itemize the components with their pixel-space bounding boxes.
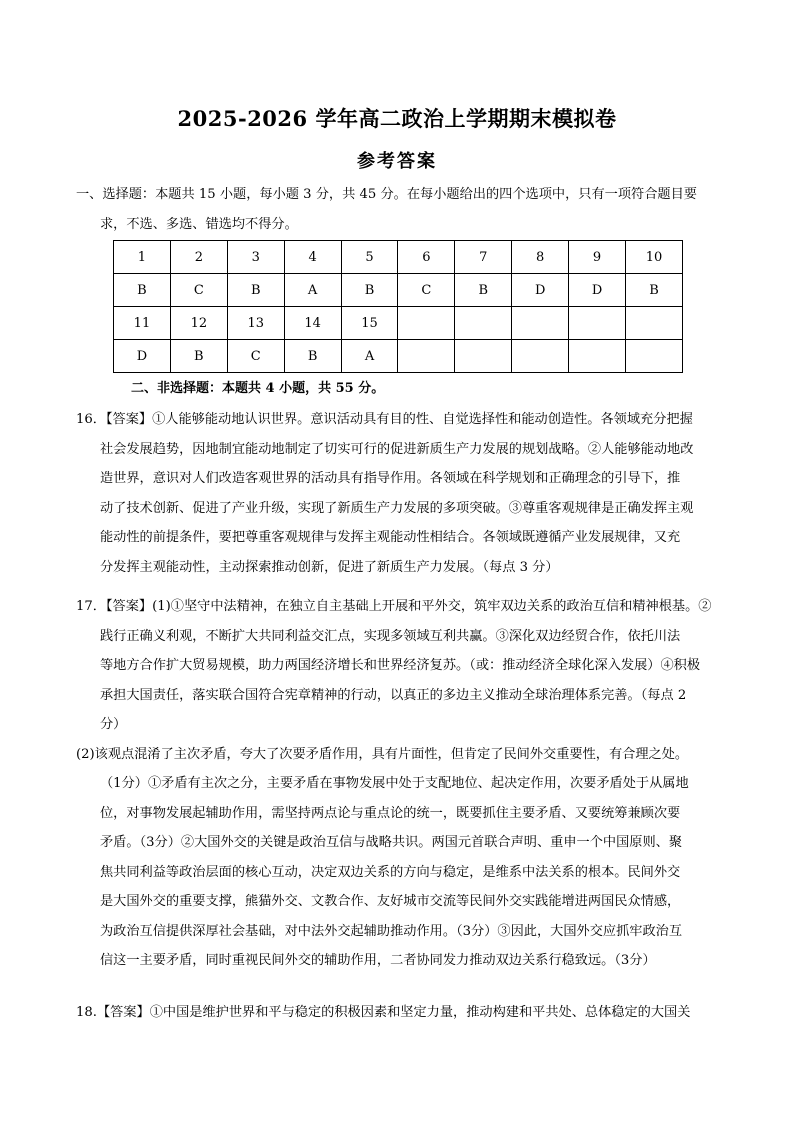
answer-line: 为政治互信提供深厚社会基础，对中法外交起辅助推动作用。（3分）③因此，大国外交应抓牢政治互 — [100, 923, 683, 939]
page-title: 2025-2026 学年高二政治上学期期末模拟卷 — [177, 106, 617, 131]
part1-instructions — [76, 180, 724, 239]
table-cell: B — [341, 274, 398, 307]
answer-line: 17．【答案】(1)①坚守中法精神，在独立自主基础上开展和平外交，筑牢双边关系的政治互信和精神根基。② — [76, 599, 712, 614]
table-cell: B — [284, 340, 341, 373]
table-cell: 11 — [114, 307, 171, 340]
table-cell: B — [170, 340, 227, 373]
table-cell: 14 — [284, 307, 341, 340]
answer-row — [114, 340, 683, 373]
table-cell: 7 — [455, 241, 512, 274]
table-cell: 10 — [626, 241, 683, 274]
table-cell: B — [455, 274, 512, 307]
table-cell: 6 — [398, 241, 455, 274]
table-cell: 9 — [569, 241, 626, 274]
answer-line: 等地方合作扩大贸易规模，助力两国经济增长和世界经济复苏。（或：推动经济全球化深入发展）④积极 — [100, 658, 701, 673]
table-cell: A — [341, 340, 398, 373]
answer-line: 能动性的前提条件，要把尊重客观规律与发挥主观能动性相结合。各领域既遵循产业发展规律，又充 — [100, 530, 681, 545]
answer-line: (2)该观点混淆了主次矛盾，夸大了次要矛盾作用，具有片面性，但肯定了民间外交重要性，有合理之处。 — [76, 746, 689, 762]
table-cell — [455, 340, 512, 373]
table-cell — [626, 307, 683, 340]
answer-table — [113, 240, 683, 373]
answer-line: 是大国外交的重要支撑，熊猫外交、文教合作、友好城市交流等民间外交实践能增进两国民众情感， — [100, 894, 681, 909]
answer-line: 承担大国责任，落实联合国符合宪章精神的行动，以真正的多边主义推动全球治理体系完善。（每点 2 — [100, 687, 687, 703]
table-cell — [398, 340, 455, 373]
table-cell — [569, 307, 626, 340]
table-cell — [626, 340, 683, 373]
table-cell: 1 — [114, 241, 171, 274]
answer-line: 动了技术创新、促进了产业升级，实现了新质生产力发展的多项突破。③尊重客观规律是正确发挥主观 — [100, 500, 694, 516]
part2-heading: 二、非选择题：本题共 4 小题，共 55 分。 — [131, 381, 385, 396]
table-cell: A — [284, 274, 341, 307]
question-number-row — [114, 307, 683, 340]
answer-line: 信这一主要矛盾，同时重视民间外交的辅助作用，二者协同发力推动双边关系行稳致远。（3分） — [100, 953, 656, 968]
answer-16 — [76, 405, 724, 582]
answer-line: 分发挥主观能动性，主动探索推动创新，促进了新质生产力发展。（每点 3 分） — [100, 559, 559, 575]
table-cell: D — [512, 274, 569, 307]
answer-line: 16．【答案】①人能够能动地认识世界。意识活动具有目的性、自觉选择性和能动创造性。各领域充分把握 — [76, 412, 693, 427]
answer-17 — [76, 592, 724, 976]
table-cell — [512, 340, 569, 373]
answer-row — [114, 274, 683, 307]
table-cell: B — [227, 274, 284, 307]
answer-line: 分） — [100, 717, 127, 732]
answer-18 — [76, 998, 724, 1028]
table-cell: D — [114, 340, 171, 373]
table-cell: B — [626, 274, 683, 307]
table-cell: C — [227, 340, 284, 373]
answer-line: 造世界，意识对人们改造客观世界的活动具有指导作用。各领域在科学规划和正确理念的引导下，推 — [100, 471, 681, 486]
answer-line: 践行正确义利观，不断扩大共同利益交汇点，实现多领域互利共赢。③深化双边经贸合作，依托川法 — [100, 628, 681, 644]
table-cell: 15 — [341, 307, 398, 340]
table-cell: 5 — [341, 241, 398, 274]
answer-line: 社会发展趋势，因地制宜能动地制定了切实可行的促进新质生产力发展的规划战略。②人能够能动地改 — [100, 441, 694, 457]
table-cell — [569, 340, 626, 373]
page-subtitle: 参考答案 — [357, 151, 437, 172]
table-cell: B — [114, 274, 171, 307]
part1-line: 求，不选、多选、错选均不得分。 — [100, 216, 298, 232]
table-cell: 2 — [170, 241, 227, 274]
table-cell — [455, 307, 512, 340]
table-cell: 13 — [227, 307, 284, 340]
table-cell: D — [569, 274, 626, 307]
table-cell: 3 — [227, 241, 284, 274]
table-cell: 4 — [284, 241, 341, 274]
answer-line: 焦共同利益等政治层面的核心互动，决定双边关系的方向与稳定，是维系中法关系的根本。民间外交 — [100, 864, 681, 880]
answer-line: 矛盾。（3分）②大国外交的关键是政治互信与战略共识。两国元首联合声明、重申一个中国原则、聚 — [100, 835, 683, 850]
answer-line: 位，对事物发展起辅助作用，需坚持两点论与重点论的统一，既要抓住主要矛盾、又要统筹兼顾次要 — [100, 805, 681, 821]
table-cell — [512, 307, 569, 340]
answer-line: 18.【答案】①中国是维护世界和平与稳定的积极因素和坚定力量，推动构建和平共处、总体稳定的大国关 — [76, 1005, 691, 1020]
part1-line: 一、选择题：本题共 15 小题，每小题 3 分，共 45 分。在每小题给出的四个选项中，只有一项符合题目要 — [76, 187, 697, 202]
table-cell: 8 — [512, 241, 569, 274]
question-number-row — [114, 241, 683, 274]
answer-line: （1分）①矛盾有主次之分，主要矛盾在事物发展中处于支配地位、起决定作用，次要矛盾处于从属地 — [100, 776, 689, 791]
table-cell — [398, 307, 455, 340]
table-cell: 12 — [170, 307, 227, 340]
table-cell: C — [170, 274, 227, 307]
table-cell: C — [398, 274, 455, 307]
